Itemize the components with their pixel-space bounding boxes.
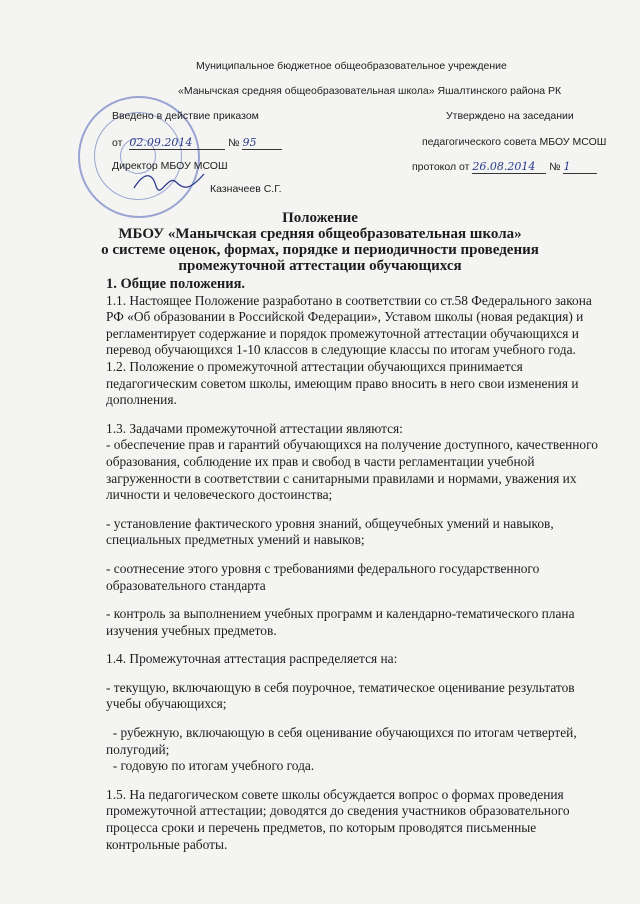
paragraph-1-3: 1.3. Задачами промежуточной аттестации являются:	[106, 420, 403, 436]
approved-label: Утверждено на заседании	[446, 110, 574, 122]
paragraph-1-4-c: - годовую по итогам учебного года.	[106, 758, 315, 774]
doc-title-subject-2: промежуточной аттестации обучающихся	[178, 258, 462, 274]
paragraph-1-3-c: - соотнесение этого уровня с требованиями федерального государственного образовательного стандарта	[106, 560, 540, 593]
paragraph-1-4-b: - рубежную, включающую в себя оценивание обучающихся по итогам четвертей, полугодий;	[106, 725, 581, 757]
director-label: Директор МБОУ МСОШ	[112, 160, 228, 172]
paragraph-1-1: 1.1. Настоящее Положение разработано в соответствии со ст.58 Федерального закона РФ «Об образовании в Российской Федерации», Уставом школы (новая редакция) и регламентирует содержание и порядок промежуточной аттестации обучающихся и перевод обучающихся 1-10 классов в следующие классы по итогам учебного года.	[106, 292, 592, 358]
order-no-label: №	[228, 137, 240, 149]
protocol-no-label: №	[549, 161, 561, 173]
enacted-label: Введено в действие приказом	[112, 110, 259, 122]
council-label: педагогического совета МБОУ МСОШ	[422, 136, 607, 148]
order-no-handwritten: 95	[242, 136, 257, 149]
paragraph-1-4-a: - текущую, включающую в себя поурочное, тематическое оценивание результатов учебы обучающихся;	[106, 679, 575, 712]
paragraph-1-5: 1.5. На педагогическом совете школы обсуждается вопрос о формах проведения промежуточной аттестации; доводятся до сведения участников образовательного процесса сроки и перечень предметов, по которым проводятся письменные контрольные работы.	[106, 786, 570, 852]
paragraph-1-3-d: - контроль за выполнением учебных программ и календарно-тематического плана изучения учебных предметов.	[106, 606, 575, 638]
protocol-row	[412, 160, 597, 174]
section-heading: 1. Общие положения.	[106, 276, 246, 292]
order-date-handwritten: 02.09.2014	[129, 136, 193, 149]
protocol-label: протокол от	[412, 161, 470, 173]
doc-title: Положение	[282, 210, 358, 226]
paragraph-1-2: 1.2. Положение о промежуточной аттестации обучающихся принимается педагогическим советом школы, имеющим право вносить в него свои изменения и дополнения.	[106, 358, 579, 408]
paragraph-1-3-b: - установление фактического уровня знаний, общеучебных умений и навыков, специальных предметных умений и навыков;	[106, 515, 554, 548]
from-label: от	[112, 137, 123, 149]
director-name: Казначеев С.Г.	[210, 183, 282, 195]
doc-title-school: МБОУ «Манычская средняя общеобразовательная школа»	[118, 226, 522, 242]
org-line-2: «Манычская средняя общеобразовательная школа» Яшалтинского района РК	[178, 85, 562, 97]
org-line-1: Муниципальное бюджетное общеобразовательное учреждение	[196, 60, 507, 72]
doc-title-subject: о системе оценок, формах, порядке и периодичности проведения	[101, 242, 539, 258]
protocol-date-handwritten: 26.08.2014	[472, 160, 536, 173]
order-date-row	[112, 136, 282, 150]
director-signature	[130, 168, 210, 194]
paragraph-1-3-a: - обеспечение прав и гарантий обучающихся на получение доступного, качественного образования, соблюдение их прав и свобод в части регламентации учебной загруженности в соответствии с санитарными правилами и нормами, уважения их личности и человеческого достоинства;	[106, 437, 598, 503]
paragraph-1-4: 1.4. Промежуточная аттестация распределяется на:	[106, 651, 398, 667]
protocol-no-handwritten: 1	[563, 160, 571, 173]
document-body	[106, 276, 608, 853]
